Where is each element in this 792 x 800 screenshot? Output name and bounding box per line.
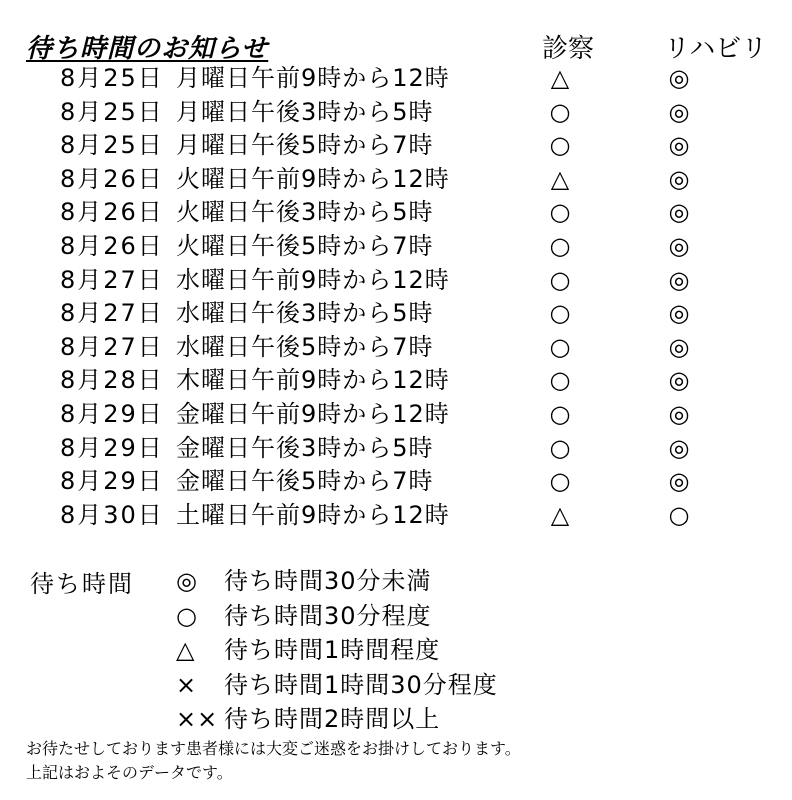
exam-wait-mark: ○ [549,198,571,227]
row-date: 8月27日 [60,299,164,328]
exam-wait-mark: ○ [549,232,571,260]
row-time-slot: 金曜日午前9時から12時 [176,400,450,428]
table-row [0,230,792,263]
data-disclaimer-note: 上記はおよそのデータです。 [26,763,233,782]
table-row [0,398,792,431]
row-date: 8月27日 [60,332,164,361]
table-row [0,297,792,330]
row-time-slot: 水曜日午後5時から7時 [176,332,434,361]
row-time-slot: 木曜日午前9時から12時 [176,366,450,395]
row-time-slot: 火曜日午後5時から7時 [176,232,434,260]
exam-wait-mark: ○ [549,97,571,126]
rehab-wait-mark: ◎ [668,332,690,361]
legend-item [176,599,432,633]
legend-item [176,702,440,736]
legend-item [176,633,440,667]
table-row [0,499,792,532]
legend-text: 待ち時間1時間30分程度 [224,670,498,699]
row-time-slot: 月曜日午後5時から7時 [176,131,434,160]
apology-note: お待たせしております患者様には大変ご迷惑をお掛けしております。 [26,739,521,758]
row-date: 8月27日 [60,265,164,294]
table-row [0,62,792,95]
exam-wait-mark: ○ [549,299,571,328]
row-date: 8月29日 [60,467,164,496]
table-row [0,432,792,465]
exam-wait-mark: ○ [549,332,571,361]
exam-wait-mark: △ [550,500,570,529]
legend-text: 待ち時間2時間以上 [224,705,441,733]
exam-wait-mark: ○ [549,400,571,428]
rehab-wait-mark: ◎ [668,97,690,126]
row-time-slot: 土曜日午前9時から12時 [176,500,450,529]
table-row [0,163,792,196]
legend-item [176,564,432,598]
exam-wait-mark: △ [550,64,570,92]
table-row [0,364,792,397]
rehab-wait-mark: ◎ [668,366,690,395]
row-time-slot: 水曜日午前9時から12時 [176,265,450,294]
rehab-column-header: リハビリ [664,34,768,64]
rehab-wait-mark: ◎ [668,198,690,227]
table-row [0,331,792,364]
rehab-wait-mark: ◎ [668,299,690,328]
rehab-wait-mark: ◎ [668,232,690,260]
row-time-slot: 月曜日午後3時から5時 [176,97,434,126]
row-time-slot: 金曜日午後5時から7時 [176,467,434,496]
table-row [0,96,792,129]
rehab-wait-mark: ◎ [668,64,690,92]
row-date: 8月30日 [60,500,164,529]
legend-symbol: ×× [176,705,219,733]
row-time-slot: 金曜日午後3時から5時 [176,433,434,462]
rehab-wait-mark: ◎ [668,433,690,462]
row-date: 8月25日 [60,64,164,92]
legend-text: 待ち時間30分未満 [224,567,432,595]
rehab-wait-mark: ◎ [668,131,690,160]
legend-symbol: △ [176,636,196,664]
legend-symbol: ○ [176,601,198,630]
legend-text: 待ち時間30分程度 [224,601,432,630]
row-time-slot: 火曜日午後3時から5時 [176,198,434,227]
exam-wait-mark: △ [550,164,570,193]
rehab-wait-mark: ○ [668,500,690,529]
exam-wait-mark: ○ [549,131,571,160]
exam-wait-mark: ○ [549,467,571,496]
row-time-slot: 火曜日午前9時から12時 [176,164,450,193]
row-date: 8月25日 [60,97,164,126]
row-date: 8月26日 [60,164,164,193]
rehab-wait-mark: ◎ [668,265,690,294]
exam-wait-mark: ○ [549,433,571,462]
exam-column-header: 診察 [542,34,595,64]
legend-label: 待ち時間 [30,570,134,598]
legend-symbol: × [176,670,198,699]
rehab-wait-mark: ◎ [668,467,690,496]
row-date: 8月29日 [60,400,164,428]
row-date: 8月25日 [60,131,164,160]
row-time-slot: 月曜日午前9時から12時 [176,64,450,92]
row-date: 8月29日 [60,433,164,462]
row-date: 8月26日 [60,198,164,227]
legend-symbol: ◎ [176,567,198,595]
rehab-wait-mark: ◎ [668,164,690,193]
legend-item [176,668,498,702]
legend-text: 待ち時間1時間程度 [224,636,441,664]
page-title: 待ち時間のお知らせ [26,34,269,64]
row-date: 8月26日 [60,232,164,260]
rehab-wait-mark: ◎ [668,400,690,428]
exam-wait-mark: ○ [549,366,571,395]
row-time-slot: 水曜日午後3時から5時 [176,299,434,328]
exam-wait-mark: ○ [549,265,571,294]
table-row [0,196,792,229]
table-row [0,264,792,297]
table-row [0,465,792,498]
table-row [0,129,792,162]
row-date: 8月28日 [60,366,164,395]
